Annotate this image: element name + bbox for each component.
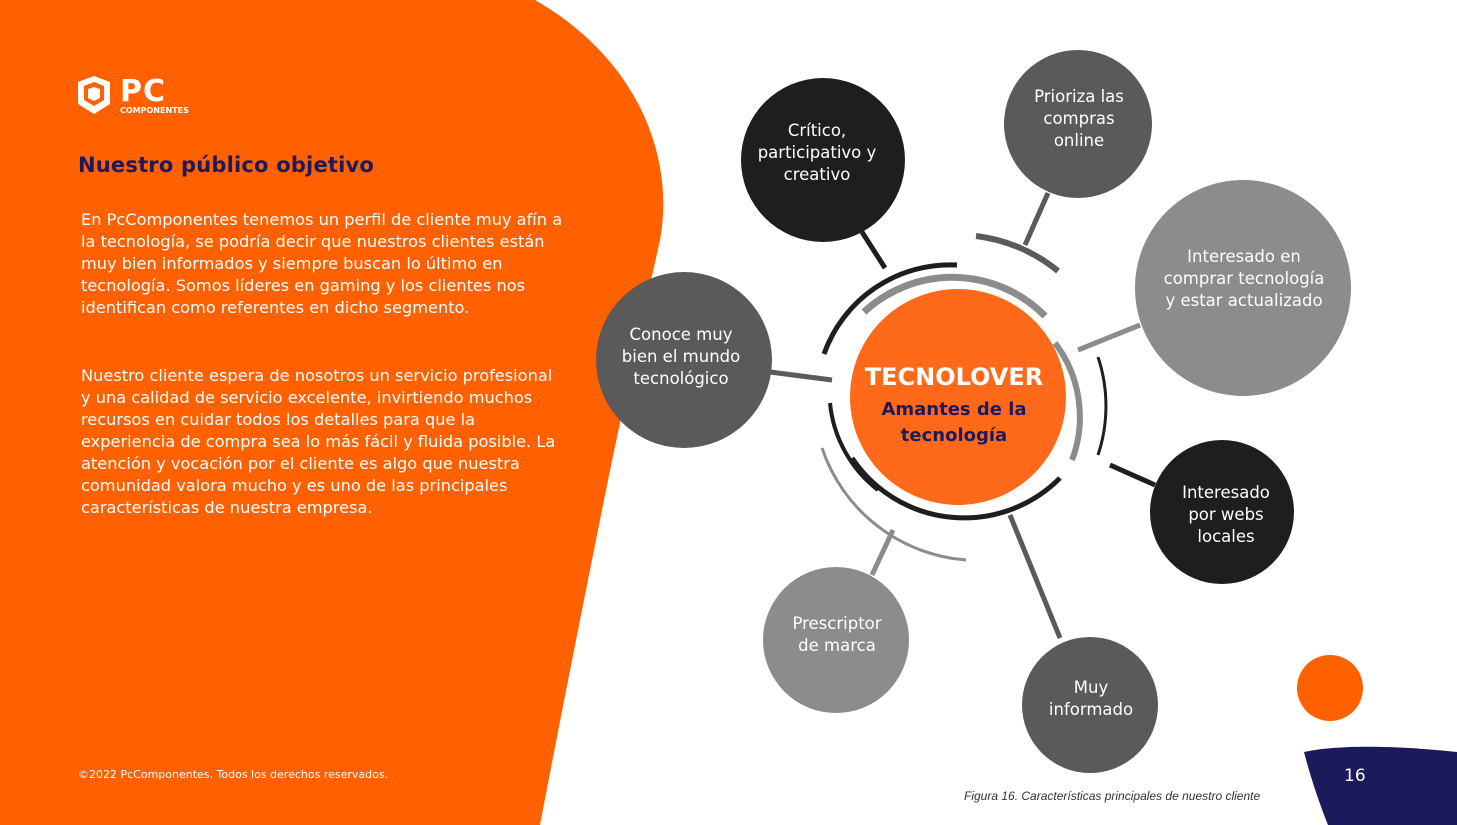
- logo-subtitle: COMPONENTES: [120, 106, 189, 115]
- node-label-critico: Crítico, participativo y creativo: [757, 121, 877, 184]
- copyright-text: ©2022 PcComponentes. Todos los derechos reservados.: [78, 768, 389, 781]
- ring-arc: [1098, 357, 1106, 455]
- node-label-muy-informado: Muy informado: [1048, 678, 1134, 719]
- node-label-conoce: Conoce muy bien el mundo tecnológico: [621, 325, 741, 388]
- connector-interesado-tecnologia: [1078, 325, 1140, 350]
- node-label-prescriptor: Prescriptor de marca: [792, 614, 882, 655]
- section-title: Nuestro público objetivo: [78, 153, 375, 177]
- node-label-interesado-tecnologia: Interesado en comprar tecnología y estar actualizado: [1163, 247, 1325, 310]
- center-subtitle: Amantes de la tecnología: [881, 399, 1027, 446]
- connector-muy-informado: [1010, 515, 1060, 638]
- logo-wordmark: PC: [120, 74, 167, 109]
- connector-critico: [862, 232, 885, 268]
- node-label-prioriza: Prioriza las compras online: [1034, 87, 1124, 150]
- connector-prescriptor: [872, 530, 893, 575]
- connector-conoce: [770, 372, 832, 380]
- node-label-webs-locales: Interesado por webs locales: [1182, 483, 1270, 546]
- intro-paragraph: En PcComponentes tenemos un perfil de cliente muy afín a la tecnología, se podría decir que nuestros clientes están muy bien informados y siempre buscan lo último en tecnología. Somos líderes en gaming y los clientes nos identifican como referentes en dicho segmento.: [81, 210, 563, 317]
- connector-webs-locales: [1110, 465, 1155, 485]
- connector-prioriza: [1025, 193, 1048, 245]
- service-paragraph: Nuestro cliente espera de nosotros un servicio profesional y una calidad de servicio excelente, invirtiendo muchos recursos en cuidar todos los detalles para que la experiencia de compra sea lo más fácil y fluida posible. La atención y vocación por el cliente es algo que nuestra comunidad valora mucho y es uno de las principales características de nuestra empresa.: [81, 366, 556, 517]
- center-title: TECNOLOVER: [864, 363, 1044, 391]
- figure-caption: Figura 16. Características principales de nuestro cliente: [964, 789, 1261, 803]
- ring-arc: [976, 236, 1058, 271]
- page-number: 16: [1344, 766, 1366, 786]
